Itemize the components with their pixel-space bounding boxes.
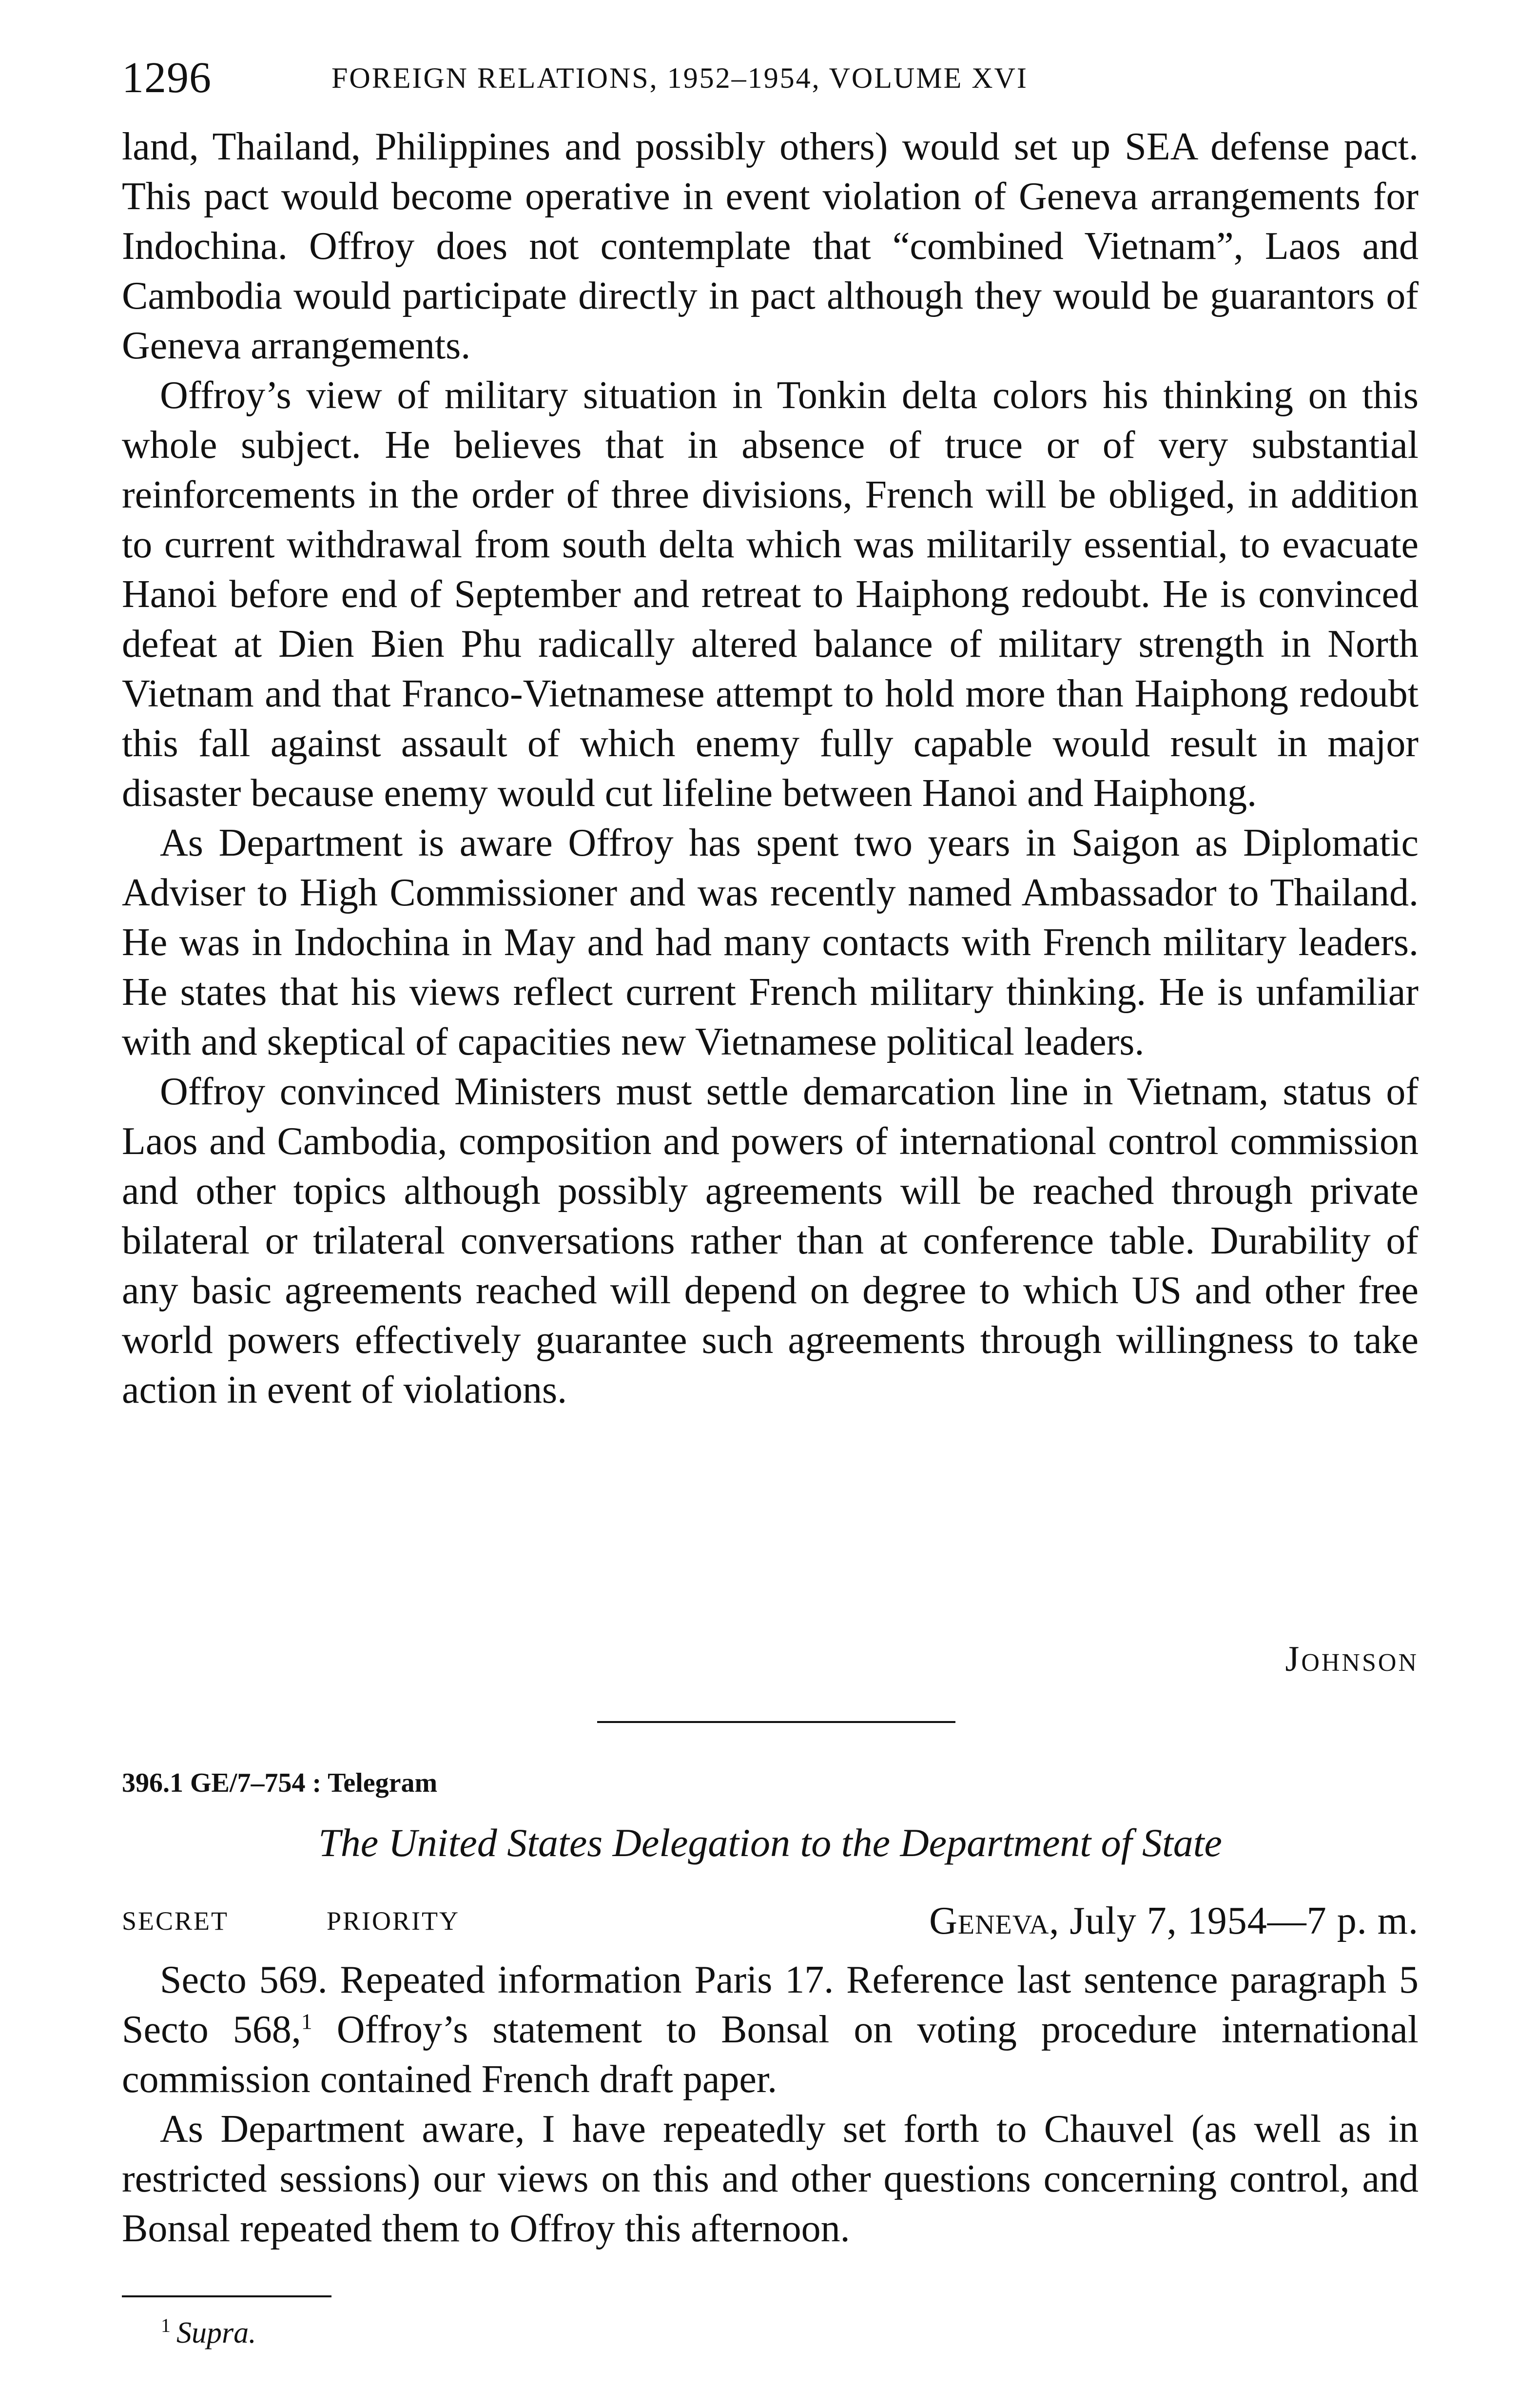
body-paragraph-1: land, Thailand, Philippines and possibly others) would set up SEA defense pact. This pact would become operative in event violation of Geneva arrangements for Indochina. Offroy does not contemplate that “combined Vietnam”, Laos and Cambodia would participate directly in pact although they would be guarantors of Geneva arrangements. [122, 125, 1419, 367]
body-paragraph-2: Offroy’s view of military situation in Tonkin delta colors his thinking on this whole subject. He believes that in absence of truce or of very substantial reinforcements in the order of three divisions, French will be obliged, in addition to current withdrawal from south delta which was militarily essential, to evacuate Hanoi before end of September and retreat to Haiphong redoubt. He is convinced defeat at Dien Bien Phu radically altered balance of military strength in North Vietnam and that Franco-Vietnamese attempt to hold more than Haiphong redoubt this fall against assault of which enemy fully capable would result in major disaster because enemy would cut lifeline between Hanoi and Haiphong. [122, 374, 1419, 815]
document-title: The United States Delegation to the Department of State [318, 1821, 1222, 1865]
telegram-paragraph-1-text-a: Secto 569. Repeated information Paris 17. Reference last sentence paragraph 5 Secto 568, [122, 1958, 1419, 2051]
signature: Johnson [1285, 1639, 1419, 1679]
telegram-body [122, 1955, 1419, 2253]
classification-label: SECRET [122, 1906, 229, 1936]
continued-document-body [122, 122, 1419, 1415]
footnote-text: Supra. [176, 2316, 256, 2349]
dateline-date: , July 7, 1954—7 p. m. [1049, 1899, 1419, 1942]
section-divider [597, 1721, 955, 1723]
footnote-divider [122, 2295, 331, 2297]
dateline [929, 1894, 1419, 1948]
telegram-paragraph-1-text-b: Offroy’s statement to Bonsal on voting procedure international commission contained French draft paper. [122, 2008, 1419, 2101]
footnote-mark: 1 [161, 2314, 171, 2337]
body-paragraph-3: As Department is aware Offroy has spent two years in Saigon as Diplomatic Adviser to High Commissioner and was recently named Ambassador to Thailand. He was in Indochina in May and had many contacts with French military leaders. He states that his views reflect current French military thinking. He is unfamiliar with and skeptical of capacities new Vietnamese political leaders. [122, 822, 1419, 1063]
telegram-paragraph-1 [122, 1955, 1419, 2104]
classification-row [122, 1894, 1419, 1948]
body-paragraph-4: Offroy convinced Ministers must settle demarcation line in Vietnam, status of Laos and Cambodia, composition and powers of international control commission and other topics although possibly agreements will be reached through private bilateral or trilateral conversations rather than at conference table. Durability of any basic agreements reached will depend on degree to which US and other free world powers effectively guarantee such agreements through willingness to take action in event of violations. [122, 1070, 1419, 1411]
signature-row [122, 1632, 1419, 1686]
page-number: 1296 [122, 54, 212, 102]
footnote-reference: 1 [301, 2009, 312, 2034]
document-reference: 396.1 GE/7–754 : Telegram [122, 1768, 438, 1798]
footnote-1 [161, 2309, 256, 2357]
telegram-paragraph-2: As Department aware, I have repeatedly set forth to Chauvel (as well as in restricted sessions) our views on this and other questions concerning control, and Bonsal repeated them to Offroy this afternoon. [122, 2108, 1419, 2250]
running-head: FOREIGN RELATIONS, 1952–1954, VOLUME XVI [331, 62, 1028, 94]
priority-label: PRIORITY [327, 1906, 460, 1936]
page-header [122, 46, 1419, 110]
dateline-place: Geneva [929, 1899, 1050, 1942]
